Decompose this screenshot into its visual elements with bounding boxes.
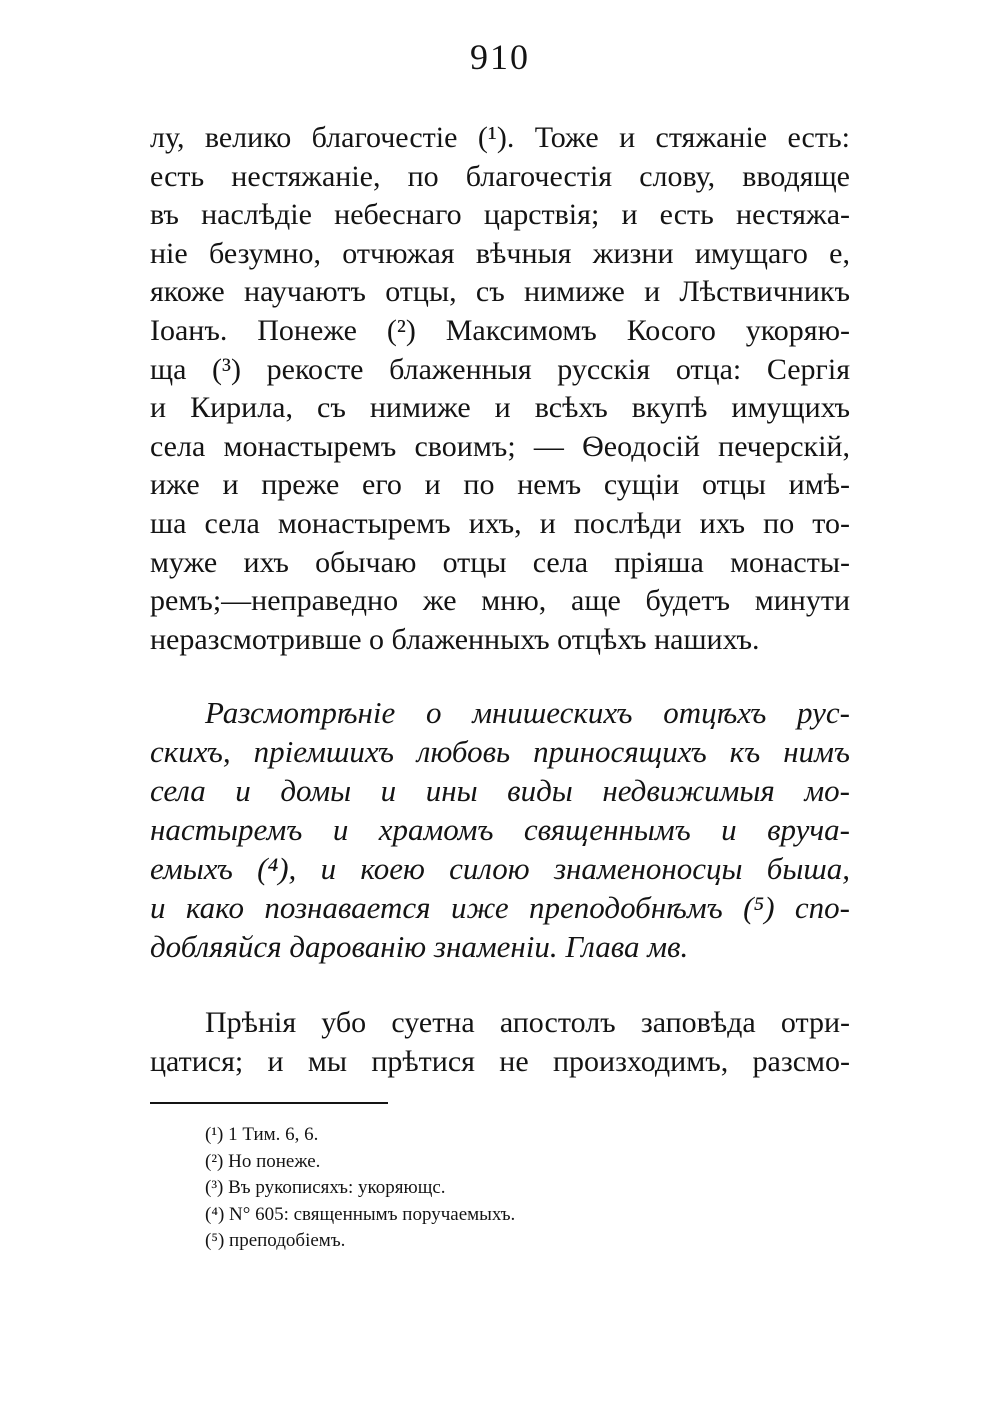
- footnotes: [205, 1122, 805, 1255]
- text-line: ща (³) рекосте блаженныя русскія отца: Сергія: [150, 352, 850, 386]
- footnote: (²) Но понеже.: [205, 1150, 321, 1172]
- heading-line: добляяйся дарованію знаменіи. Глава мв.: [150, 929, 689, 964]
- footnote: (⁴) N° 605: священнымъ поручаемыхъ.: [205, 1203, 516, 1225]
- text-line: въ наслѣдіе небеснаго царствія; и есть нестяжа-: [150, 198, 850, 232]
- footnote: (¹) 1 Тим. 6, 6.: [205, 1124, 319, 1145]
- text-line: Іоанъ. Понеже (²) Максимомъ Косого укоряю-: [150, 313, 850, 347]
- text-line: муже ихъ обычаю отцы села пріяша монасты-: [150, 545, 850, 579]
- heading-line: скихъ, пріемшихъ любовь приносящихъ къ нимъ: [150, 734, 850, 769]
- text-line: цатися; и мы прѣтися не произходимъ, разсмо-: [150, 1044, 850, 1078]
- footnote: (⁵) преподобіемъ.: [205, 1230, 346, 1251]
- text-line: и Кирила, съ нимиже и всѣхъ вкупѣ имущихъ: [150, 391, 850, 425]
- heading-line: Разсмотрѣніе о мнишескихъ отцѣхъ рус-: [205, 695, 850, 730]
- chapter-paragraph: [150, 1004, 850, 1081]
- heading-line: села и домы и ины виды недвижимыя мо-: [150, 773, 850, 808]
- footnote: (³) Въ рукописяхъ: укоряющс.: [205, 1177, 446, 1198]
- text-line: села монастыремъ своимъ; — Ѳеодосій печерскій,: [150, 429, 850, 463]
- text-line: лу, велико благочестіе (¹). Тоже и стяжаніе есть:: [150, 121, 850, 154]
- text-line: ніе безумно, отчюжая вѣчныя жизни имущаго е,: [150, 236, 850, 270]
- text-line: Прѣнія убо суетна апостолъ заповѣда отри-: [205, 1006, 850, 1039]
- text-line: ремъ;—неправедно же мню, аще будетъ минути: [150, 584, 850, 618]
- page-number: 910: [470, 37, 530, 77]
- heading-line: настыремъ и храмомъ священнымъ и вручa-: [150, 812, 850, 847]
- text-line: неразсмотривше о блаженныхъ отцѣхъ нашихъ.: [150, 622, 760, 656]
- chapter-heading: [150, 693, 850, 966]
- text-line: ша села монастыремъ ихъ, и послѣди ихъ по то-: [150, 506, 850, 540]
- footnote-divider: [150, 1102, 388, 1104]
- text-line: есть нестяжаніе, по благочестія слову, вводяще: [150, 159, 850, 193]
- heading-line: емыхъ (⁴), и коею силою знаменоносцы быша,: [150, 851, 850, 886]
- text-line: иже и преже его и по немъ сущіи отцы имѣ-: [150, 468, 850, 502]
- text-line: якоже научаютъ отцы, съ нимиже и Лѣствичникъ: [150, 275, 850, 309]
- main-paragraph: [150, 119, 850, 659]
- heading-line: и како познавается иже преподобнѣмъ (⁵) спо-: [150, 890, 850, 925]
